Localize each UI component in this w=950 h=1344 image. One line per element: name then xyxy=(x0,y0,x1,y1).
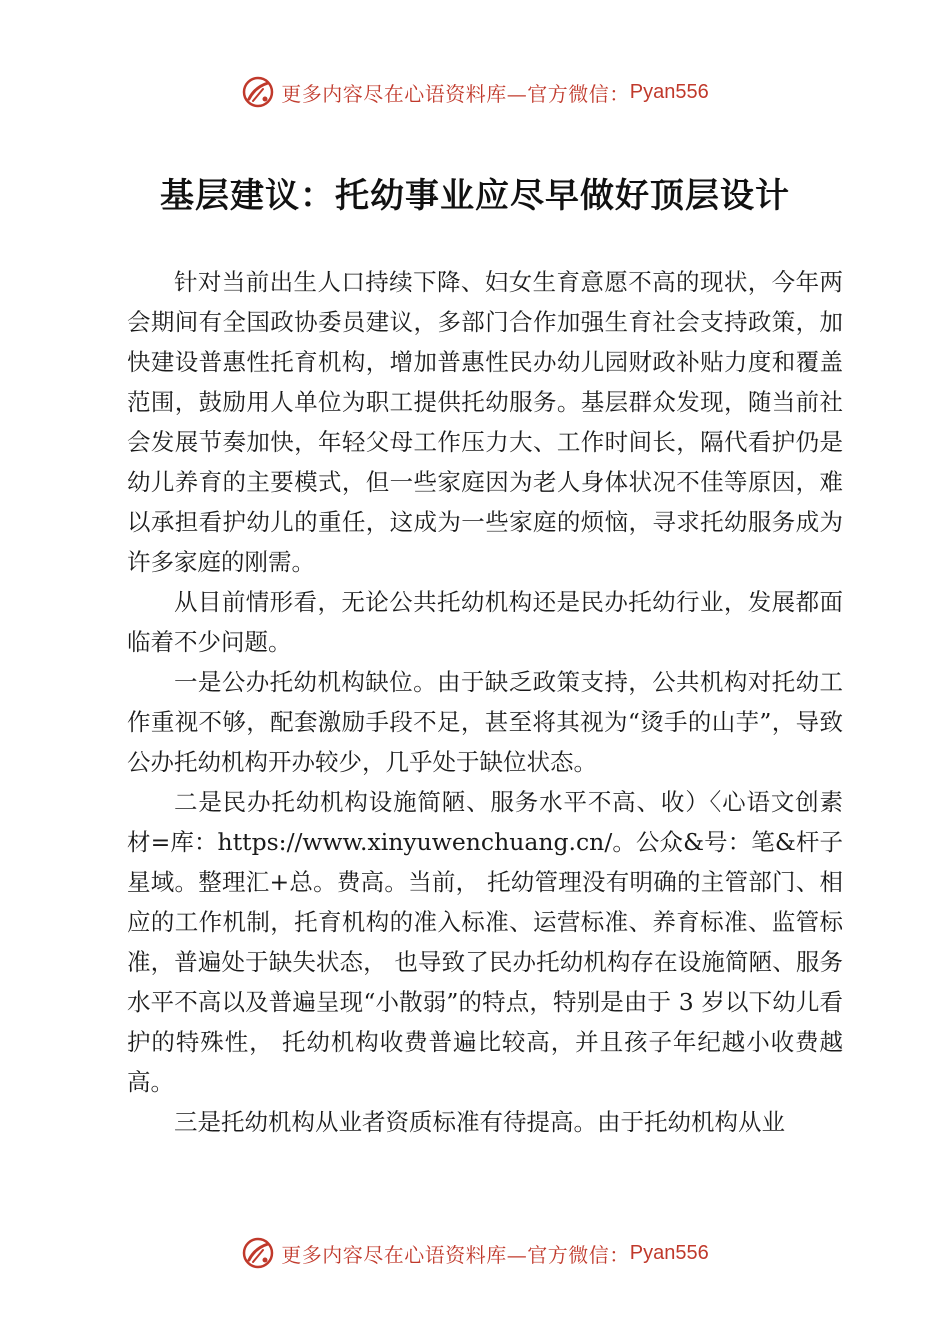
paragraph-4: 二是民办托幼机构设施简陋、服务水平不高、收）〈心语文创素材=库：https://www.xinyuwenchuang.cn/。公众&号：笔&杆子星域。整理汇+总。费高。当前， 托幼管理没有明确的主管部门、相应的工作机制，托育机构的准入标准、运营标准、养育标准、监管标准，普遍处于缺失状态， 也导致了民办托幼机构存在设施简陋、服务水平不高以及普遍呈现“小散弱”的特点，特别是由于 3 岁以下幼儿看护的特殊性， 托幼机构收费普遍比较高，并且孩子年纪越小收费越高。 xyxy=(127,788,843,1096)
paragraph-5: 三是托幼机构从业者资质标准有待提高。由于托幼机构从业 xyxy=(174,1108,785,1136)
paragraph-3: 一是公办托幼机构缺位。由于缺乏政策支持，公共机构对托幼工作重视不够，配套激励手段不足，甚至将其视为“烫手的山芋”，导致公办托幼机构开办较少，几乎处于缺位状态。 xyxy=(127,668,843,776)
watermark-account: Pyan556 xyxy=(629,1241,709,1264)
watermark-account: Pyan556 xyxy=(629,80,709,103)
watermark-text: 更多内容尽在心语资料库—官方微信： xyxy=(281,81,630,106)
paragraph-2: 从目前情形看，无论公共托幼机构还是民办托幼行业，发展都面临着不少问题。 xyxy=(127,588,843,656)
brush-logo-icon xyxy=(241,75,275,109)
paragraph-1: 针对当前出生人口持续下降、妇女生育意愿不高的现状，今年两会期间有全国政协委员建议，多部门合作加强生育社会支持政策，加快建设普惠性托育机构，增加普惠性民办幼儿园财政补贴力度和覆盖范围，鼓励用人单位为职工提供托幼服务。基层群众发现，随当前社会发展节奏加快，年轻父母工作压力大、工作时间长，隔代看护仍是幼儿养育的主要模式，但一些家庭因为老人身体状况不佳等原因，难以承担看护幼儿的重任，这成为一些家庭的烦恼，寻求托幼服务成为许多家庭的刚需。 xyxy=(127,268,843,576)
document-title: 基层建议：托幼事业应尽早做好顶层设计 xyxy=(160,176,790,216)
brush-logo-icon xyxy=(241,1236,275,1270)
document-body xyxy=(127,262,843,1142)
watermark-header xyxy=(0,72,950,112)
watermark-footer xyxy=(0,1233,950,1273)
watermark-text: 更多内容尽在心语资料库—官方微信： xyxy=(281,1242,630,1267)
